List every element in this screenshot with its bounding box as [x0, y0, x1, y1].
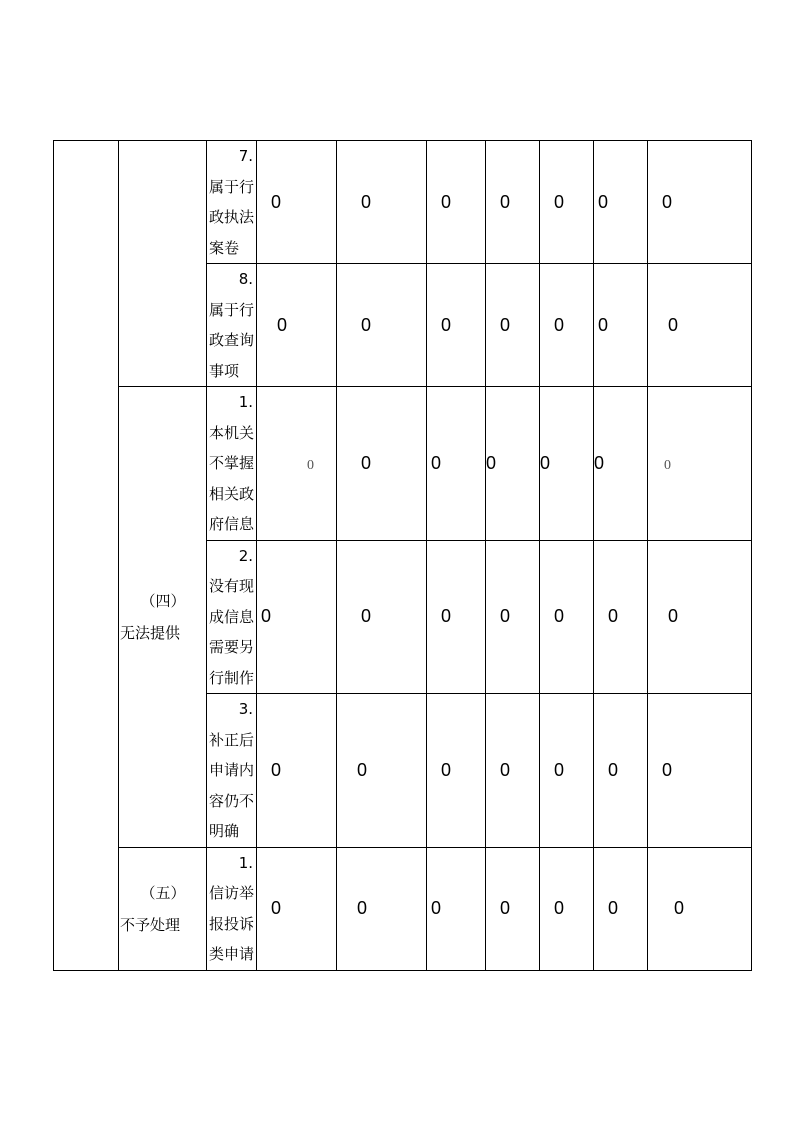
item-cell [207, 264, 257, 387]
value-cell: 0 [540, 387, 594, 541]
value-cell: 0 [486, 264, 540, 387]
value-cell: 0 [594, 540, 648, 694]
item-cell [207, 847, 257, 970]
value-cell: 0 [337, 264, 427, 387]
value-cell: 0 [540, 540, 594, 694]
item-number: 7. [238, 147, 253, 165]
value-cell: 0 [540, 264, 594, 387]
category-number: （四） [140, 591, 186, 610]
value-cell: 0 [257, 540, 337, 694]
table-row [54, 387, 752, 541]
value-cell: 0 [594, 141, 648, 264]
value-cell: 0 [337, 847, 427, 970]
value-cell: 0 [337, 141, 427, 264]
value-cell: 0 [540, 847, 594, 970]
value-cell: 0 [486, 540, 540, 694]
item-text: 属于行政执法案卷 [209, 177, 255, 257]
blank-outer-cell [54, 141, 119, 971]
category-label: 不予处理 [120, 915, 181, 934]
item-number: 1. [238, 393, 253, 411]
value-cell: 0 [337, 540, 427, 694]
item-number: 3. [238, 700, 253, 718]
value-cell: 0 [427, 847, 486, 970]
value-cell: 0 [257, 141, 337, 264]
value-cell: 0 [594, 847, 648, 970]
value-cell: 0 [486, 141, 540, 264]
value-cell: 0 [427, 540, 486, 694]
category-cell-5 [119, 847, 207, 970]
value-cell: 0 [337, 694, 427, 848]
value-cell: 0 [486, 847, 540, 970]
value-cell: 0 [257, 847, 337, 970]
item-text: 信访举报投诉类申请 [209, 884, 255, 963]
statistics-table [53, 140, 752, 971]
value-cell: 0 [257, 694, 337, 848]
value-cell: 0 [257, 264, 337, 387]
item-text: 属于行政查询事项 [209, 300, 255, 380]
value-cell: 0 [540, 694, 594, 848]
value-cell: 0 [427, 387, 486, 541]
value-cell: 0 [486, 387, 540, 541]
item-text: 补正后申请内容仍不明确 [209, 730, 255, 840]
value-cell: 0 [427, 694, 486, 848]
item-cell [207, 540, 257, 694]
category-label: 无法提供 [120, 623, 181, 642]
value-cell: 0 [486, 694, 540, 848]
value-cell: 0 [648, 264, 752, 387]
item-text: 本机关不掌握相关政府信息 [209, 423, 255, 533]
value-cell: 0 [648, 694, 752, 848]
value-cell: 0 [427, 264, 486, 387]
value-cell: 0 [257, 387, 337, 541]
value-cell: 0 [648, 847, 752, 970]
value-cell: 0 [648, 141, 752, 264]
value-cell: 0 [648, 387, 752, 541]
table-row [54, 847, 752, 970]
value-cell: 0 [540, 141, 594, 264]
value-cell: 0 [594, 694, 648, 848]
value-cell: 0 [427, 141, 486, 264]
category-number: （五） [140, 883, 186, 902]
value-cell: 0 [594, 387, 648, 541]
table-row [54, 141, 752, 264]
category-cell-4 [119, 387, 207, 848]
item-cell [207, 694, 257, 848]
value-cell: 0 [648, 540, 752, 694]
item-number: 8. [238, 270, 253, 288]
value-cell: 0 [594, 264, 648, 387]
item-number: 1. [238, 853, 253, 872]
item-cell [207, 141, 257, 264]
blank-category-cell [119, 141, 207, 387]
item-text: 没有现成信息需要另行制作 [209, 577, 255, 687]
item-number: 2. [238, 546, 253, 565]
item-cell [207, 387, 257, 541]
value-cell: 0 [337, 387, 427, 541]
